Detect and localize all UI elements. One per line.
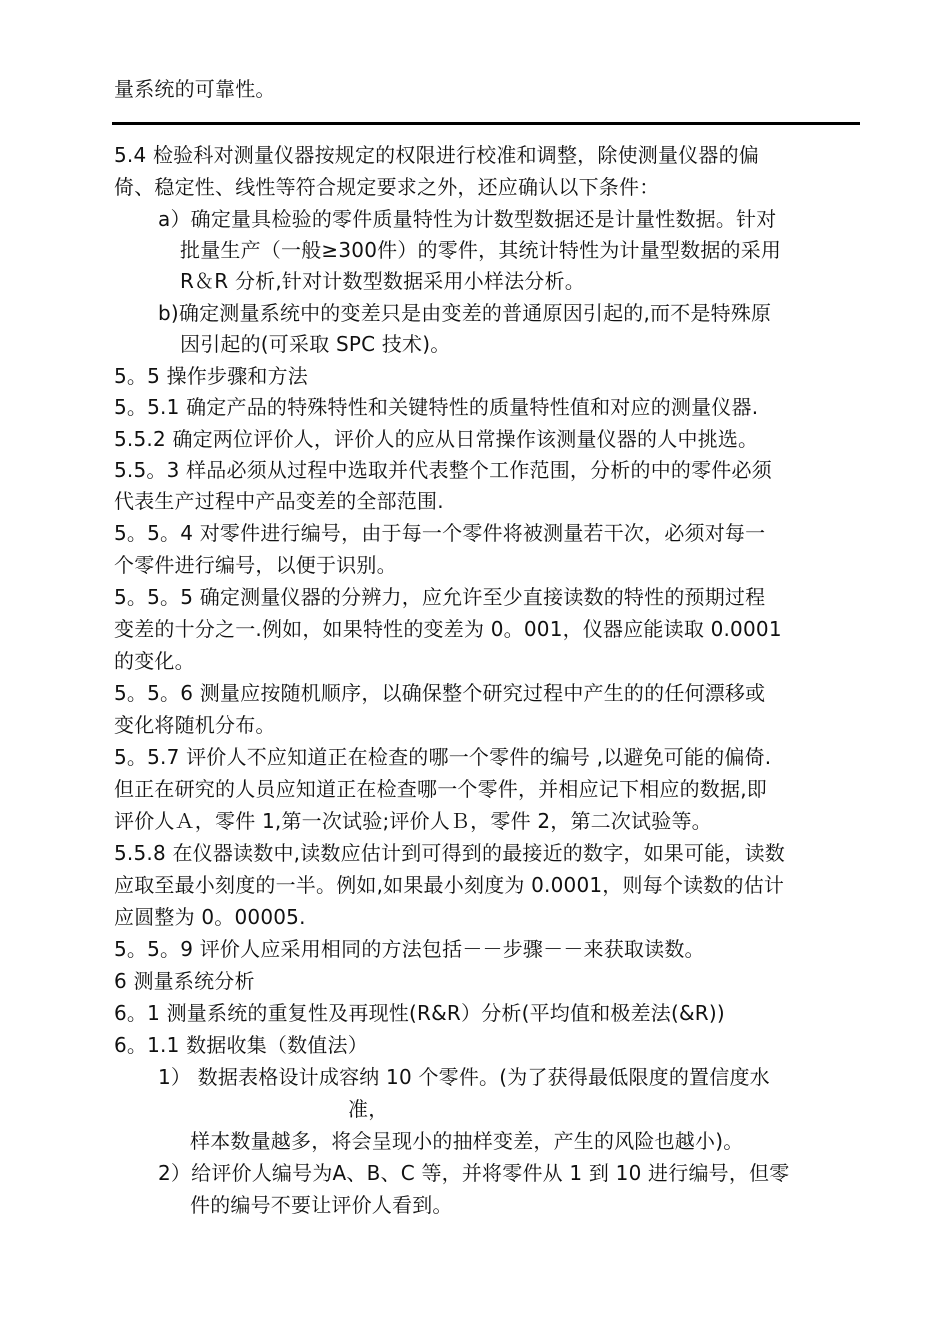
section-5-5-4-line-1: 5。5。4 对零件进行编号，由于每一个零件将被测量若干次，必须对每一: [114, 521, 766, 545]
section-5-5-5-line-2: 变差的十分之一.例如，如果特性的变差为 0。001，仪器应能读取 0.0001: [114, 617, 782, 641]
section-6-heading: 6 测量系统分析: [114, 969, 255, 993]
header-divider: [112, 122, 860, 125]
section-5-4-line-1: 5.4 检验科对测量仪器按规定的权限进行校准和调整，除使测量仪器的偏: [114, 143, 759, 167]
item-b-line-2: 因引起的(可采取 SPC 技术)。: [180, 332, 451, 356]
numbered-item-2-line-1: 2）给评价人编号为A、B、C 等，并将零件从 1 到 10 进行编号，但零: [158, 1161, 790, 1185]
section-6-1: 6。1 测量系统的重复性及再现性(R&R）分析(平均值和极差法(&R)): [114, 1001, 725, 1025]
section-5-5-9: 5。5。9 评价人应采用相同的方法包括－－步骤－－来获取读数。: [114, 937, 705, 961]
section-5-5-8-line-3: 应圆整为 0。00005.: [114, 905, 306, 929]
item-a-line-2: 批量生产（一般≥300件）的零件，其统计特性为计量型数据的采用: [180, 238, 782, 262]
previous-text-tail: 量系统的可靠性。: [114, 77, 276, 101]
section-5-5-1: 5。5.1 确定产品的特殊特性和关键特性的质量特性值和对应的测量仪器.: [114, 395, 759, 419]
section-5-5-8-line-1: 5.5.8 在仪器读数中,读数应估计到可得到的最接近的数字，如果可能，读数: [114, 841, 786, 865]
section-5-5-7-line-1: 5。5.7 评价人不应知道正在检查的哪一个零件的编号 ,以避免可能的偏倚.: [114, 745, 772, 769]
item-b-line-1: b)确定测量系统中的变差只是由变差的普通原因引起的,而不是特殊原: [158, 301, 772, 325]
section-6-1-1: 6。1.1 数据收集（数值法）: [114, 1033, 368, 1057]
numbered-item-1-line-1: 1） 数据表格设计成容纳 10 个零件。(为了获得最低限度的置信度水: [158, 1065, 770, 1089]
section-5-5-6-line-1: 5。5。6 测量应按随机顺序，以确保整个研究过程中产生的的任何漂移或: [114, 681, 766, 705]
item-a-line-3: R＆R 分析,针对计数型数据采用小样法分析。: [180, 269, 585, 293]
numbered-item-1-line-3: 样本数量越多，将会呈现小的抽样变差，产生的风险也越小)。: [190, 1129, 744, 1153]
section-5-4-line-2: 倚、稳定性、线性等符合规定要求之外，还应确认以下条件：: [114, 175, 660, 199]
numbered-item-1-line-2: 准，: [348, 1097, 389, 1121]
section-5-5-heading: 5。5 操作步骤和方法: [114, 364, 309, 388]
section-5-5-5-line-1: 5。5。5 确定测量仪器的分辨力，应允许至少直接读数的特性的预期过程: [114, 585, 766, 609]
section-5-5-4-line-2: 个零件进行编号，以便于识别。: [114, 553, 397, 577]
section-5-5-3-line-2: 代表生产过程中产品变差的全部范围.: [114, 489, 444, 513]
section-5-5-2: 5.5.2 确定两位评价人，评价人的应从日常操作该测量仪器的人中挑选。: [114, 427, 759, 451]
section-5-5-6-line-2: 变化将随机分布。: [114, 713, 276, 737]
section-5-5-7-line-2: 但正在研究的人员应知道正在检查哪一个零件，并相应记下相应的数据,即: [114, 777, 767, 801]
numbered-item-2-line-2: 件的编号不要让评价人看到。: [190, 1193, 453, 1217]
section-5-5-5-line-3: 的变化。: [114, 649, 195, 673]
section-5-5-3-line-1: 5.5。3 样品必须从过程中选取并代表整个工作范围，分析的中的零件必须: [114, 458, 772, 482]
section-5-5-7-line-3: 评价人Ａ，零件 1,第一次试验;评价人Ｂ，零件 2，第二次试验等。: [114, 809, 712, 833]
section-5-5-8-line-2: 应取至最小刻度的一半。例如,如果最小刻度为 0.0001，则每个读数的估计: [114, 873, 785, 897]
item-a-line-1: a）确定量具检验的零件质量特性为计数型数据还是计量性数据。针对: [158, 207, 777, 231]
